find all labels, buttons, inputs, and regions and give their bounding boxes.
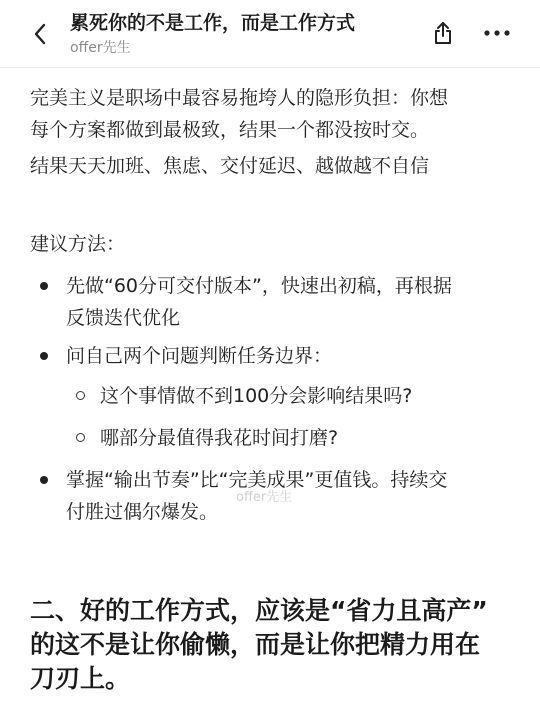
bullet-1-line-2: 反馈迭代优化 (66, 307, 181, 329)
list-item-sub-1 (72, 380, 512, 412)
heading-line-2: 的这不是让你偷懒，而是让你把精力用在 (30, 630, 481, 659)
bullet-2-text: 问自己两个问题判断任务边界： (66, 345, 333, 367)
heading-line-3: 刀刃上。 (30, 664, 131, 693)
bullet-dot-icon (40, 476, 48, 484)
bullet-dot-icon (40, 352, 48, 360)
list-item-sub-2 (72, 422, 512, 454)
list-item-bullet-1 (30, 270, 510, 334)
intro-line-1: 完美主义是职场中最容易拖垮人的隐形负担：你想 (30, 87, 449, 109)
more-horizontal-icon (483, 29, 511, 37)
back-button[interactable] (26, 20, 54, 48)
list-item-bullet-2 (30, 340, 510, 372)
author-name[interactable]: offer先生 (70, 40, 131, 56)
chevron-left-icon (32, 22, 48, 46)
bullet-1-text (66, 270, 510, 334)
article-body (0, 68, 540, 720)
bullet-3-line-2: 付胜过偶尔爆发。 (66, 501, 219, 523)
watermark: offer先生 (236, 490, 293, 505)
sub-1-text: 这个事情做不到100分会影响结果吗? (100, 385, 413, 407)
sub-2-text: 哪部分最值得我花时间打磨? (100, 427, 339, 449)
share-icon (431, 20, 455, 46)
hollow-bullet-icon (76, 391, 85, 400)
result-text: 结果天天加班、焦虑、交付延迟、越做越不自信 (30, 155, 430, 177)
section-heading (30, 594, 514, 696)
more-button[interactable] (480, 18, 514, 48)
methods-label: 建议方法： (30, 233, 126, 255)
title-block (70, 10, 355, 57)
hollow-bullet-icon (76, 433, 85, 442)
bullet-3-line-1: 掌握“输出节奏”比“完美成果”更值钱。持续交 (66, 469, 448, 491)
page-title: 累死你的不是工作，而是工作方式 (70, 12, 356, 34)
intro-paragraph (30, 82, 510, 146)
top-bar (0, 0, 540, 68)
bullet-dot-icon (40, 282, 48, 290)
heading-line-1: 二、好的工作方式，应该是“省力且高产” (30, 596, 488, 625)
bullet-1-line-1: 先做“60分可交付版本”，快速出初稿，再根据 (66, 275, 452, 297)
intro-line-2: 每个方案都做到最极致，结果一个都没按时交。 (30, 119, 430, 141)
share-button[interactable] (428, 18, 458, 48)
